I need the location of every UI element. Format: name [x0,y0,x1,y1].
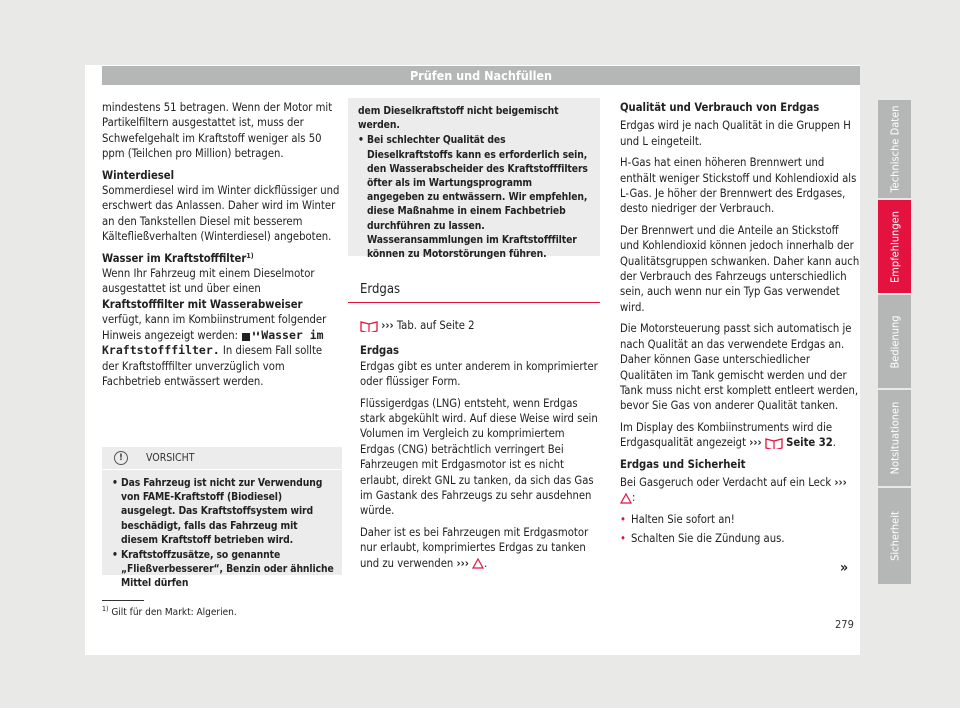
list-item: • Kraftstoffzusätze, so genannte „Fließverbesserer“, Benzin oder ähnliche Mittel dürfen [112,548,334,591]
caution-box-continued [348,98,600,261]
caution-box [102,447,342,590]
paragraph-wasser: Wenn Ihr Fahrzeug mit einem Dieselmotor ausgestattet ist und über einen Kraftstofffilter mit Wasserabweiser verfügt, kann im Kombiinstrument folgender Hinweis angezeigt werden: Wasser im Kraftstofffilter. In diesem Fall sollte der Kraftstofffilter unverzüglich vom Fachbetrieb entwässert werden. [102,267,327,388]
column-right [620,100,860,547]
column-left [102,100,342,395]
footnote-ref[interactable]: 1) [246,251,254,260]
caution-body [102,470,342,591]
section-title-erdgas: Erdgas [360,282,401,297]
paragraph: Daher ist es bei Fahrzeugen mit Erdgasmotor nur erlaubt, komprimiertes Erdgas zu tanken und zu verwenden ››› . [360,525,589,570]
page-reference[interactable]: Seite 32 [786,436,833,450]
continued-icon: » [840,560,849,576]
paragraph: mindestens 51 betragen. Wenn der Motor mit Partikelfiltern ausgestattet ist, muss der Schwefelgehalt im Kraftstoff weniger als 50 ppm (Teilchen pro Million) betragen. [102,101,333,161]
info-circle-icon: ! [114,451,128,465]
list-item: • Schalten Sie die Zündung aus. [620,531,860,546]
paragraph: Bei Gasgeruch oder Verdacht auf ein Leck ››› : [620,475,847,505]
paragraph: Erdgas wird je nach Qualität in die Gruppen H und L eingeteilt. [620,119,851,148]
book-icon [765,437,783,449]
footnote: $^{1)}$ Gilt für den Markt: Algerien. [102,605,237,618]
warning-triangle-icon[interactable] [472,558,484,569]
paragraph: Der Brennwert und die Anteile an Stickstoff und Kohlendioxid können jedoch innerhalb der Qualitätsgruppen schwanken. Daher kann auch der Verbrauch des Fahrzeugs unterschiedlich sein, auch wenn nur ein Typ Gas verwendet wird. [620,223,860,314]
heading-winterdiesel: Winterdiesel [102,168,175,182]
heading-sicherheit: Erdgas und Sicherheit [620,457,746,471]
page-header: Prüfen und Nachfüllen [102,66,860,85]
footnote-divider [102,600,144,601]
heading-qualitaet: Qualität und Verbrauch von Erdgas [620,101,820,114]
page-number: 279 [835,618,854,631]
column-middle [360,318,600,577]
list-item: • Bei schlechter Qualität des Dieselkraftstoffs kann es erforderlich sein, den Wasserabscheider des Kraftstofffilters öfter als im Wartungsprogramm angegeben zu entwässern. Wir empfehlen, diese Maßnahme in einem Fachbetrieb durchführen zu lassen. Wasseransammlungen im Kraftstofffilter können zu Motorstörungen führen. [358,133,592,261]
paragraph-display: Im Display des Kombiinstruments wird die Erdgasqualität angezeigt ››› Seite 32. [620,420,836,450]
section-divider [348,302,600,303]
list-item: • Halten Sie sofort an! [620,512,860,527]
tab-empfehlungen[interactable]: Empfehlungen [878,200,911,293]
list-item-continued: dem Dieselkraftstoff nicht beigemischt werden. [358,105,559,132]
paragraph: H-Gas hat einen höheren Brennwert und enthält weniger Stickstoff und Kohlendioxid als L-Gas. Je höher der Brennwert des Erdgases, desto niedriger der Verbrauch. [620,156,857,216]
paragraph: Sommerdiesel wird im Winter dickflüssiger und erschwert das Anlassen. Daher wird im Winter an den Tankstellen Diesel mit besserem Kältefließverhalten (Winterdiesel) angeboten. [102,184,340,244]
warning-triangle-icon[interactable] [620,493,632,504]
caution-header: ! VORSICHT [102,447,342,470]
paragraph: Erdgas gibt es unter anderem in komprimierter oder flüssiger Form. [360,359,598,389]
heading-erdgas: Erdgas [360,344,400,358]
tab-notsituationen[interactable]: Notsituationen [878,390,911,486]
tab-bedienung[interactable]: Bedienung [878,295,911,388]
tab-reference[interactable]: ››› Tab. auf Seite 2 [360,318,600,333]
heading-wasser: Wasser im Kraftstofffilter$^{1)}$ [102,251,254,265]
book-icon [360,320,378,332]
list-item: • Das Fahrzeug ist nicht zur Verwendung von FAME-Kraftstoff (Biodiesel) ausgelegt. Das Kraftstoffsystem wird beschädigt, falls das Fahrzeug mit diesem Kraftstoff betrieben wird. [112,476,334,547]
paragraph: Die Motorsteuerung passt sich automatisch je nach Qualität an das verwendete Erdgas an. Daher können Gase unterschiedlicher Qualitäten im Tank gemischt werden und der Tank muss nicht erst komplett entleert werden, bevor Sie Gas von anderer Qualität tanken. [620,322,859,413]
tab-technische-daten[interactable]: Technische Daten [878,100,911,198]
paragraph: Flüssigerdgas (LNG) entsteht, wenn Erdgas stark abgekühlt wird. Auf diese Weise wird sein Volumen im Vergleich zu komprimiertem Erdgas (CNG) beträchtlich verringert Bei Fahrzeugen mit Erdgasmotor ist es nicht erlaubt, direkt GNL zu tanken, da sich das Gas im Gastank des Fahrzeugs zu sehr ausdehnen würde. [360,396,598,518]
water-in-fuel-icon [241,330,261,342]
tab-sicherheit[interactable]: Sicherheit [878,488,911,584]
